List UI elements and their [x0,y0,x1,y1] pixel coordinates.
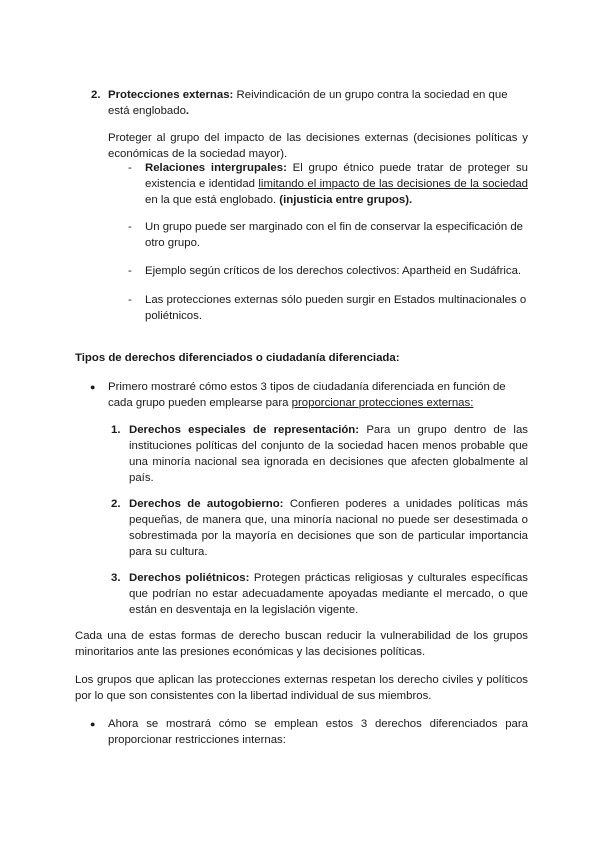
list-number-3: 3. [111,572,121,584]
apartheid-item: Ejemplo según críticos de los derechos colectivos: Apartheid en Sudáfrica. [145,265,522,277]
section-heading: Tipos de derechos diferenciados o ciudadanía diferenciada: [75,352,400,364]
list-number-2: 2. [111,498,121,510]
vulnerabilidad-paragraph: Cada una de estas formas de derecho buscan reducir la vulnerabilidad de los grupos minoritarios ante las presiones económicas y las decisiones políticas. [75,630,528,658]
marginado-item: Un grupo puede ser marginado con el fin de conservar la especificación de otro grupo. [145,221,524,249]
relaciones-intergrupales-title: Relaciones intergrupales: [145,162,287,174]
relaciones-intergrupales-item: Relaciones intergrupales: El grupo étnico puede tratar de proteger su existencia e identidad limitando el impacto de las decisiones de la sociedad en la que está englobado. (injusticia entre grupos). [145,162,528,206]
protecciones-externas-title: Protecciones externas: [108,89,234,101]
derechos-polietnicos-title: Derechos poliétnicos: [129,572,250,584]
derechos-polietnicos-item: Derechos poliétnicos: Protegen prácticas religiosas y culturales específicas que podrían no estar adecuadamente apoyadas mediante el mercado, o que están en desventaja en la legislación vigente. [129,572,528,616]
dash-marker: - [128,265,132,277]
intro-paragraph: Proteger al grupo del impacto de las decisiones externas (decisiones políticas y económicas de la sociedad mayor). [108,132,528,160]
list-number-2: 2. [91,89,101,101]
derechos-representacion-title: Derechos especiales de representación: [129,424,360,436]
bullet-marker: ● [90,382,96,392]
derechos-autogobierno-title: Derechos de autogobierno: [129,498,284,510]
protecciones-externas-item: Protecciones externas: Reivindicación de un grupo contra la sociedad en que está englobado. [108,89,508,117]
list-number-1: 1. [111,424,121,436]
bullet-marker: ● [90,719,96,729]
dash-marker: - [128,221,132,233]
bullet-protecciones-externas: Primero mostraré cómo estos 3 tipos de ciudadanía diferenciada en función de cada grupo pueden emplearse para proporcionar protecciones externas: [108,381,506,409]
dash-marker: - [128,162,132,174]
estados-item: Las protecciones externas sólo pueden surgir en Estados multinacionales o poliétnicos. [145,294,527,322]
derechos-representacion-item: Derechos especiales de representación: Para un grupo dentro de las instituciones políticas del conjunto de la sociedad hacen menos probable que una minoría nacional sea ignorada en decisiones que afecten globalmente al país. [129,424,528,484]
derechos-autogobierno-item: Derechos de autogobierno: Confieren poderes a unidades políticas más pequeñas, de manera que, una minoría nacional no puede ser desestimada o sobrestimada por la mayoría en decisiones que son de particular importancia para su cultura. [129,498,528,558]
bullet-restricciones-internas: Ahora se mostrará cómo se emplean estos 3 derechos diferenciados para proporcionar restricciones internas: [108,718,528,746]
dash-marker: - [128,294,132,306]
grupos-paragraph: Los grupos que aplican las protecciones externas respetan los derecho civiles y políticos por lo que son consistentes con la libertad individual de sus miembros. [75,674,528,702]
